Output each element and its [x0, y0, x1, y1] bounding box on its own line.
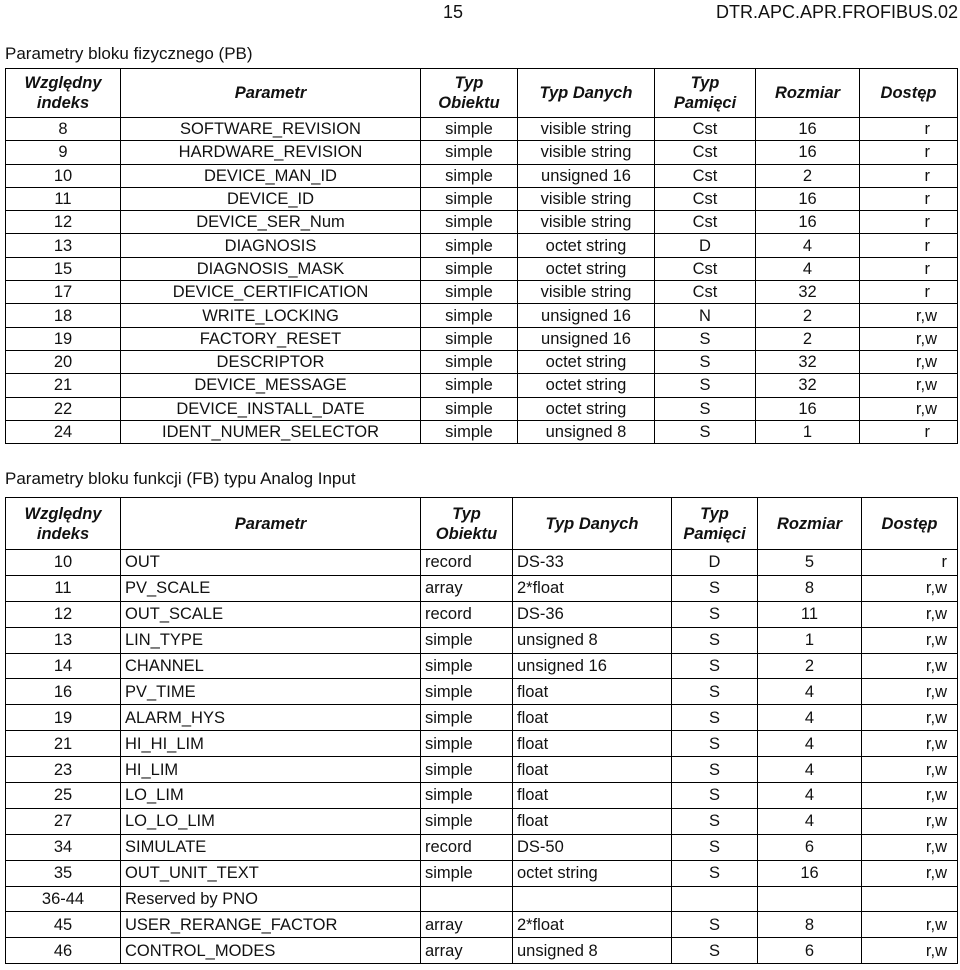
cell-parameter: WRITE_LOCKING [121, 304, 421, 327]
table-row [6, 234, 958, 257]
cell-index: 19 [6, 327, 121, 350]
table-row [6, 187, 958, 210]
cell-parameter: LIN_TYPE [121, 627, 421, 653]
cell-access: r [860, 141, 958, 164]
cell-index: 20 [6, 350, 121, 373]
cell-parameter: LO_LIM [121, 783, 421, 809]
cell-access: r [860, 281, 958, 304]
cell-size: 4 [758, 757, 862, 783]
cell-object-type: simple [421, 350, 518, 373]
cell-parameter: CONTROL_MODES [121, 938, 421, 964]
cell-memory-type: Cst [655, 118, 756, 141]
cell-index: 12 [6, 211, 121, 234]
cell-memory-type: N [655, 304, 756, 327]
cell-data-type: float [513, 731, 672, 757]
cell-memory-type: S [655, 327, 756, 350]
table-row [6, 627, 958, 653]
cell-index: 22 [6, 397, 121, 420]
table-row [6, 653, 958, 679]
cell-parameter: PV_SCALE [121, 575, 421, 601]
cell-access: r,w [860, 350, 958, 373]
cell-parameter: DEVICE_INSTALL_DATE [121, 397, 421, 420]
cell-data-type: float [513, 679, 672, 705]
pb-parameters-table [5, 68, 958, 444]
cell-size: 32 [756, 281, 860, 304]
column-header-memory-type: Typ Pamięci [672, 498, 758, 550]
cell-memory-type: S [672, 834, 758, 860]
cell-data-type: unsigned 8 [518, 420, 655, 443]
table-row [6, 420, 958, 443]
table-row [6, 350, 958, 373]
cell-access: r,w [862, 575, 958, 601]
cell-index: 11 [6, 187, 121, 210]
cell-index: 18 [6, 304, 121, 327]
table-row [6, 141, 958, 164]
table-row [6, 550, 958, 576]
cell-access: r [862, 550, 958, 576]
cell-parameter: IDENT_NUMER_SELECTOR [121, 420, 421, 443]
cell-data-type: octet string [518, 397, 655, 420]
cell-access: r [860, 211, 958, 234]
cell-parameter: DEVICE_MESSAGE [121, 374, 421, 397]
cell-access: r,w [862, 912, 958, 938]
cell-memory-type: D [655, 234, 756, 257]
cell-data-type: visible string [518, 141, 655, 164]
cell-object-type: simple [421, 304, 518, 327]
cell-parameter: DEVICE_ID [121, 187, 421, 210]
cell-parameter: Reserved by PNO [121, 886, 421, 912]
column-header-data-type: Typ Danych [513, 498, 672, 550]
cell-size: 2 [756, 164, 860, 187]
cell-memory-type: Cst [655, 187, 756, 210]
column-header-data-type: Typ Danych [518, 69, 655, 118]
cell-access: r [860, 187, 958, 210]
table-row [6, 731, 958, 757]
cell-object-type: simple [421, 211, 518, 234]
cell-index: 35 [6, 860, 121, 886]
cell-size: 4 [758, 808, 862, 834]
cell-data-type: octet string [513, 860, 672, 886]
cell-memory-type: S [672, 575, 758, 601]
cell-parameter: DEVICE_CERTIFICATION [121, 281, 421, 304]
cell-index: 15 [6, 257, 121, 280]
cell-index: 11 [6, 575, 121, 601]
cell-memory-type: S [672, 679, 758, 705]
cell-memory-type: S [672, 783, 758, 809]
document-id: DTR.APC.APR.FROFIBUS.02 [715, 2, 958, 22]
cell-memory-type: S [672, 757, 758, 783]
cell-size: 4 [756, 257, 860, 280]
cell-object-type: simple [421, 234, 518, 257]
cell-parameter: HI_HI_LIM [121, 731, 421, 757]
cell-parameter: OUT [121, 550, 421, 576]
cell-parameter: DEVICE_MAN_ID [121, 164, 421, 187]
cell-parameter: LO_LO_LIM [121, 808, 421, 834]
cell-access: r [860, 234, 958, 257]
cell-data-type: visible string [518, 187, 655, 210]
cell-access: r [860, 420, 958, 443]
cell-access: r,w [862, 653, 958, 679]
cell-size: 32 [756, 374, 860, 397]
cell-size: 4 [756, 234, 860, 257]
table-row [6, 912, 958, 938]
cell-index: 8 [6, 118, 121, 141]
cell-size: 5 [758, 550, 862, 576]
cell-object-type: simple [421, 257, 518, 280]
table-row [6, 575, 958, 601]
cell-parameter: DIAGNOSIS_MASK [121, 257, 421, 280]
cell-access: r,w [862, 627, 958, 653]
cell-index: 23 [6, 757, 121, 783]
cell-memory-type: S [655, 350, 756, 373]
cell-size: 6 [758, 938, 862, 964]
cell-index: 14 [6, 653, 121, 679]
cell-memory-type: S [655, 397, 756, 420]
cell-data-type: unsigned 16 [518, 327, 655, 350]
column-header-index: Względny indeks [6, 69, 121, 118]
cell-access: r [860, 257, 958, 280]
cell-object-type: simple [421, 141, 518, 164]
cell-access: r,w [862, 757, 958, 783]
cell-index: 13 [6, 627, 121, 653]
cell-parameter: SIMULATE [121, 834, 421, 860]
cell-access: r,w [860, 304, 958, 327]
table-row [6, 257, 958, 280]
cell-size: 8 [758, 575, 862, 601]
cell-size: 4 [758, 731, 862, 757]
column-header-index: Względny indeks [6, 498, 121, 550]
cell-index: 17 [6, 281, 121, 304]
cell-parameter: DEVICE_SER_Num [121, 211, 421, 234]
cell-access [862, 886, 958, 912]
cell-memory-type: S [655, 374, 756, 397]
cell-object-type: simple [421, 118, 518, 141]
cell-data-type: DS-50 [513, 834, 672, 860]
cell-size: 16 [756, 141, 860, 164]
cell-object-type: simple [421, 783, 513, 809]
cell-parameter: FACTORY_RESET [121, 327, 421, 350]
cell-index: 16 [6, 679, 121, 705]
cell-index: 25 [6, 783, 121, 809]
cell-parameter: DIAGNOSIS [121, 234, 421, 257]
cell-size [758, 886, 862, 912]
cell-index: 46 [6, 938, 121, 964]
cell-object-type: simple [421, 627, 513, 653]
cell-index: 12 [6, 601, 121, 627]
table-row [6, 327, 958, 350]
cell-memory-type: Cst [655, 257, 756, 280]
column-header-parameter: Parametr [121, 69, 421, 118]
cell-access: r,w [862, 808, 958, 834]
cell-memory-type: Cst [655, 141, 756, 164]
column-header-size: Rozmiar [756, 69, 860, 118]
cell-size: 2 [758, 653, 862, 679]
cell-memory-type: S [672, 705, 758, 731]
cell-object-type: simple [421, 679, 513, 705]
cell-index: 34 [6, 834, 121, 860]
cell-size: 4 [758, 705, 862, 731]
cell-object-type: array [421, 938, 513, 964]
cell-access: r [860, 118, 958, 141]
cell-parameter: PV_TIME [121, 679, 421, 705]
cell-data-type: 2*float [513, 912, 672, 938]
table-row [6, 397, 958, 420]
cell-size: 8 [758, 912, 862, 938]
cell-data-type: visible string [518, 118, 655, 141]
column-header-access: Dostęp [862, 498, 958, 550]
cell-data-type: unsigned 8 [513, 938, 672, 964]
cell-object-type: array [421, 912, 513, 938]
cell-object-type: simple [421, 374, 518, 397]
cell-size: 11 [758, 601, 862, 627]
cell-object-type: record [421, 550, 513, 576]
cell-object-type: record [421, 601, 513, 627]
cell-size: 32 [756, 350, 860, 373]
cell-access: r [860, 164, 958, 187]
cell-data-type [513, 886, 672, 912]
table-row [6, 834, 958, 860]
cell-index: 36-44 [6, 886, 121, 912]
cell-object-type: simple [421, 187, 518, 210]
cell-parameter: OUT_UNIT_TEXT [121, 860, 421, 886]
cell-data-type: float [513, 808, 672, 834]
cell-index: 24 [6, 420, 121, 443]
cell-data-type: DS-33 [513, 550, 672, 576]
cell-size: 16 [758, 860, 862, 886]
cell-object-type [421, 886, 513, 912]
cell-size: 2 [756, 327, 860, 350]
cell-size: 16 [756, 118, 860, 141]
cell-parameter: HI_LIM [121, 757, 421, 783]
cell-access: r,w [862, 731, 958, 757]
cell-object-type: simple [421, 420, 518, 443]
cell-object-type: record [421, 834, 513, 860]
cell-access: r,w [860, 397, 958, 420]
cell-memory-type: S [672, 731, 758, 757]
cell-size: 4 [758, 783, 862, 809]
cell-parameter: CHANNEL [121, 653, 421, 679]
page-number: 15 [443, 2, 464, 22]
cell-object-type: simple [421, 808, 513, 834]
cell-size: 1 [756, 420, 860, 443]
cell-parameter: USER_RERANGE_FACTOR [121, 912, 421, 938]
cell-data-type: octet string [518, 257, 655, 280]
fb-section-title: Parametry bloku funkcji (FB) typu Analog Input [5, 469, 356, 488]
cell-memory-type: S [655, 420, 756, 443]
table-row [6, 281, 958, 304]
cell-index: 10 [6, 164, 121, 187]
cell-index: 13 [6, 234, 121, 257]
fb-header-row [6, 498, 958, 550]
table-row [6, 211, 958, 234]
cell-object-type: simple [421, 653, 513, 679]
cell-size: 6 [758, 834, 862, 860]
cell-size: 2 [756, 304, 860, 327]
cell-index: 9 [6, 141, 121, 164]
cell-data-type: octet string [518, 374, 655, 397]
cell-size: 16 [756, 187, 860, 210]
cell-data-type: unsigned 16 [518, 304, 655, 327]
cell-memory-type: Cst [655, 281, 756, 304]
cell-object-type: simple [421, 860, 513, 886]
table-row [6, 808, 958, 834]
table-row [6, 374, 958, 397]
cell-data-type: DS-36 [513, 601, 672, 627]
cell-access: r,w [862, 938, 958, 964]
cell-access: r,w [860, 374, 958, 397]
cell-data-type: float [513, 783, 672, 809]
table-row [6, 118, 958, 141]
table-row [6, 860, 958, 886]
page-header [0, 2, 960, 26]
cell-index: 19 [6, 705, 121, 731]
cell-memory-type: S [672, 627, 758, 653]
pb-header-row [6, 69, 958, 118]
table-row [6, 705, 958, 731]
cell-memory-type: Cst [655, 211, 756, 234]
cell-access: r,w [862, 834, 958, 860]
cell-object-type: simple [421, 731, 513, 757]
cell-memory-type: S [672, 808, 758, 834]
cell-memory-type: Cst [655, 164, 756, 187]
table-row [6, 679, 958, 705]
cell-size: 16 [756, 211, 860, 234]
column-header-object-type: Typ Obiektu [421, 69, 518, 118]
cell-size: 1 [758, 627, 862, 653]
column-header-object-type: Typ Obiektu [421, 498, 513, 550]
cell-index: 27 [6, 808, 121, 834]
cell-object-type: array [421, 575, 513, 601]
cell-memory-type: S [672, 653, 758, 679]
cell-data-type: unsigned 8 [513, 627, 672, 653]
cell-access: r,w [862, 860, 958, 886]
cell-access: r,w [862, 705, 958, 731]
cell-parameter: HARDWARE_REVISION [121, 141, 421, 164]
cell-access: r,w [862, 679, 958, 705]
table-row [6, 601, 958, 627]
table-row [6, 886, 958, 912]
cell-data-type: octet string [518, 234, 655, 257]
table-row [6, 164, 958, 187]
table-row [6, 757, 958, 783]
cell-size: 4 [758, 679, 862, 705]
cell-data-type: float [513, 757, 672, 783]
cell-access: r,w [862, 601, 958, 627]
pb-section-title: Parametry bloku fizycznego (PB) [5, 44, 253, 63]
cell-access: r,w [862, 783, 958, 809]
cell-object-type: simple [421, 705, 513, 731]
cell-index: 21 [6, 731, 121, 757]
cell-data-type: visible string [518, 211, 655, 234]
cell-memory-type: S [672, 938, 758, 964]
cell-access: r,w [860, 327, 958, 350]
cell-memory-type: S [672, 601, 758, 627]
cell-object-type: simple [421, 327, 518, 350]
cell-object-type: simple [421, 757, 513, 783]
column-header-parameter: Parametr [121, 498, 421, 550]
column-header-access: Dostęp [860, 69, 958, 118]
table-row [6, 304, 958, 327]
cell-parameter: DESCRIPTOR [121, 350, 421, 373]
column-header-size: Rozmiar [758, 498, 862, 550]
cell-data-type: visible string [518, 281, 655, 304]
cell-index: 21 [6, 374, 121, 397]
fb-parameters-table [5, 497, 958, 964]
table-row [6, 938, 958, 964]
cell-object-type: simple [421, 281, 518, 304]
cell-index: 10 [6, 550, 121, 576]
cell-parameter: ALARM_HYS [121, 705, 421, 731]
cell-data-type: unsigned 16 [518, 164, 655, 187]
cell-object-type: simple [421, 164, 518, 187]
cell-memory-type: D [672, 550, 758, 576]
cell-memory-type: S [672, 860, 758, 886]
cell-data-type: float [513, 705, 672, 731]
cell-data-type: octet string [518, 350, 655, 373]
cell-object-type: simple [421, 397, 518, 420]
cell-memory-type [672, 886, 758, 912]
column-header-memory-type: Typ Pamięci [655, 69, 756, 118]
cell-size: 16 [756, 397, 860, 420]
cell-parameter: SOFTWARE_REVISION [121, 118, 421, 141]
cell-data-type: 2*float [513, 575, 672, 601]
cell-data-type: unsigned 16 [513, 653, 672, 679]
table-row [6, 783, 958, 809]
cell-index: 45 [6, 912, 121, 938]
cell-parameter: OUT_SCALE [121, 601, 421, 627]
cell-memory-type: S [672, 912, 758, 938]
